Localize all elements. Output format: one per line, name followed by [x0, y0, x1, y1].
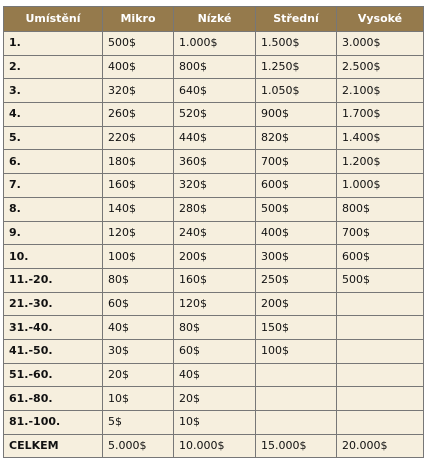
medium-cell: 1.050$ — [256, 79, 337, 103]
high-cell: 3.000$ — [337, 32, 424, 56]
low-cell: 40$ — [174, 363, 256, 387]
total-micro-cell: 5.000$ — [103, 434, 174, 458]
table-row — [4, 363, 424, 387]
header-low: Nízké — [174, 7, 256, 32]
placement-cell: 2. — [4, 55, 103, 79]
micro-cell: 160$ — [103, 174, 174, 198]
table-row — [4, 316, 424, 340]
low-cell: 520$ — [174, 103, 256, 127]
total-row — [4, 434, 424, 458]
placement-cell: 6. — [4, 150, 103, 174]
table-row — [4, 197, 424, 221]
header-placement: Umístění — [4, 7, 103, 32]
prize-table-header — [4, 7, 424, 32]
table-row — [4, 79, 424, 103]
table-row — [4, 174, 424, 198]
placement-cell: 41.-50. — [4, 339, 103, 363]
micro-cell: 500$ — [103, 32, 174, 56]
high-cell — [337, 339, 424, 363]
high-cell: 500$ — [337, 268, 424, 292]
micro-cell: 140$ — [103, 197, 174, 221]
total-high-cell: 20.000$ — [337, 434, 424, 458]
medium-cell: 300$ — [256, 245, 337, 269]
medium-cell — [256, 363, 337, 387]
micro-cell: 30$ — [103, 339, 174, 363]
high-cell: 2.500$ — [337, 55, 424, 79]
placement-cell: 31.-40. — [4, 316, 103, 340]
placement-cell: 51.-60. — [4, 363, 103, 387]
low-cell: 1.000$ — [174, 32, 256, 56]
high-cell: 1.200$ — [337, 150, 424, 174]
medium-cell: 500$ — [256, 197, 337, 221]
medium-cell: 900$ — [256, 103, 337, 127]
placement-cell: 61.-80. — [4, 387, 103, 411]
header-micro: Mikro — [103, 7, 174, 32]
medium-cell: 820$ — [256, 126, 337, 150]
total-medium-cell: 15.000$ — [256, 434, 337, 458]
placement-cell: 5. — [4, 126, 103, 150]
micro-cell: 80$ — [103, 268, 174, 292]
medium-cell: 250$ — [256, 268, 337, 292]
high-cell — [337, 411, 424, 435]
table-row — [4, 103, 424, 127]
high-cell: 800$ — [337, 197, 424, 221]
micro-cell: 5$ — [103, 411, 174, 435]
high-cell — [337, 363, 424, 387]
low-cell: 20$ — [174, 387, 256, 411]
low-cell: 160$ — [174, 268, 256, 292]
header-medium: Střední — [256, 7, 337, 32]
table-row — [4, 32, 424, 56]
micro-cell: 120$ — [103, 221, 174, 245]
table-row — [4, 268, 424, 292]
placement-cell: 10. — [4, 245, 103, 269]
high-cell: 600$ — [337, 245, 424, 269]
total-label: CELKEM — [4, 434, 103, 458]
micro-cell: 20$ — [103, 363, 174, 387]
high-cell: 1.400$ — [337, 126, 424, 150]
placement-cell: 4. — [4, 103, 103, 127]
low-cell: 200$ — [174, 245, 256, 269]
medium-cell: 1.250$ — [256, 55, 337, 79]
table-row — [4, 221, 424, 245]
micro-cell: 320$ — [103, 79, 174, 103]
high-cell: 700$ — [337, 221, 424, 245]
table-row — [4, 387, 424, 411]
medium-cell: 700$ — [256, 150, 337, 174]
low-cell: 640$ — [174, 79, 256, 103]
low-cell: 280$ — [174, 197, 256, 221]
high-cell — [337, 387, 424, 411]
table-row — [4, 126, 424, 150]
prize-table — [3, 6, 424, 458]
high-cell — [337, 316, 424, 340]
low-cell: 320$ — [174, 174, 256, 198]
placement-cell: 7. — [4, 174, 103, 198]
low-cell: 120$ — [174, 292, 256, 316]
low-cell: 440$ — [174, 126, 256, 150]
micro-cell: 180$ — [103, 150, 174, 174]
high-cell: 1.700$ — [337, 103, 424, 127]
low-cell: 80$ — [174, 316, 256, 340]
high-cell: 2.100$ — [337, 79, 424, 103]
placement-cell: 9. — [4, 221, 103, 245]
micro-cell: 260$ — [103, 103, 174, 127]
high-cell: 1.000$ — [337, 174, 424, 198]
table-row — [4, 411, 424, 435]
medium-cell: 200$ — [256, 292, 337, 316]
medium-cell — [256, 387, 337, 411]
header-row — [4, 7, 424, 32]
total-low-cell: 10.000$ — [174, 434, 256, 458]
placement-cell: 21.-30. — [4, 292, 103, 316]
placement-cell: 3. — [4, 79, 103, 103]
micro-cell: 100$ — [103, 245, 174, 269]
low-cell: 800$ — [174, 55, 256, 79]
micro-cell: 40$ — [103, 316, 174, 340]
placement-cell: 81.-100. — [4, 411, 103, 435]
placement-cell: 1. — [4, 32, 103, 56]
table-row — [4, 150, 424, 174]
low-cell: 240$ — [174, 221, 256, 245]
medium-cell — [256, 411, 337, 435]
header-high: Vysoké — [337, 7, 424, 32]
placement-cell: 8. — [4, 197, 103, 221]
table-row — [4, 245, 424, 269]
micro-cell: 400$ — [103, 55, 174, 79]
micro-cell: 60$ — [103, 292, 174, 316]
low-cell: 360$ — [174, 150, 256, 174]
medium-cell: 1.500$ — [256, 32, 337, 56]
high-cell — [337, 292, 424, 316]
placement-cell: 11.-20. — [4, 268, 103, 292]
prize-table-body — [4, 32, 424, 458]
micro-cell: 10$ — [103, 387, 174, 411]
table-row — [4, 339, 424, 363]
medium-cell: 100$ — [256, 339, 337, 363]
micro-cell: 220$ — [103, 126, 174, 150]
table-row — [4, 292, 424, 316]
low-cell: 10$ — [174, 411, 256, 435]
table-row — [4, 55, 424, 79]
low-cell: 60$ — [174, 339, 256, 363]
medium-cell: 600$ — [256, 174, 337, 198]
medium-cell: 150$ — [256, 316, 337, 340]
medium-cell: 400$ — [256, 221, 337, 245]
